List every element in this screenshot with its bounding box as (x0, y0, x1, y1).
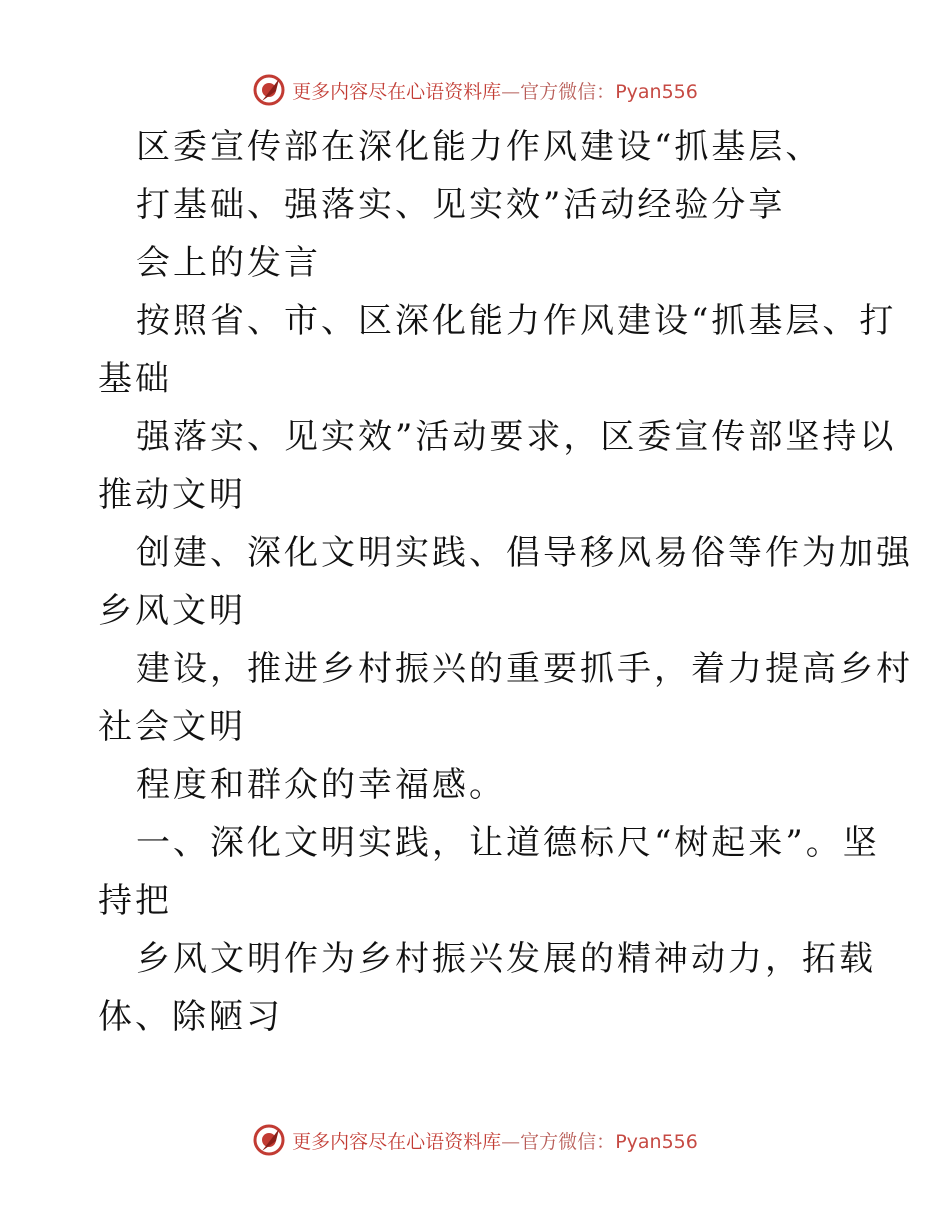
header-dash: — (501, 80, 521, 103)
header-banner-content (252, 73, 698, 107)
header-channel-label: 官方微信： (520, 80, 616, 103)
paragraph-line: 强落实、见实效”活动要求，区委宣传部坚持以 (136, 417, 897, 457)
footer-dash: — (501, 1130, 521, 1153)
paragraph-line: 创建、深化文明实践、倡导移风易俗等作为加强 (136, 533, 913, 573)
quill-logo-icon (252, 73, 286, 107)
paragraph-line: 乡风文明 (98, 591, 246, 631)
paragraph-line: 推动文明 (98, 475, 246, 515)
footer-banner (0, 1120, 950, 1160)
paragraph-line: 持把 (98, 881, 172, 921)
paragraph-line: 建设，推进乡村振兴的重要抓手，着力提高乡村 (136, 649, 913, 689)
paragraph-line: 程度和群众的幸福感。 (136, 765, 506, 805)
paragraph-line: 基础 (98, 359, 172, 399)
title-line-1: 区委宣传部在深化能力作风建设“抓基层、 (136, 127, 823, 167)
paragraph-line: 按照省、市、区深化能力作风建设“抓基层、打 (136, 301, 897, 341)
header-banner (0, 70, 950, 110)
paragraph-line: 社会文明 (98, 707, 246, 747)
footer-banner-content (252, 1123, 698, 1157)
footer-account-id: Pyan556 (615, 1130, 698, 1153)
quill-logo-icon (252, 1123, 286, 1157)
title-line-2: 打基础、强落实、见实效”活动经验分享 (136, 185, 786, 225)
title-line-3: 会上的发言 (136, 243, 321, 283)
paragraph-line: 体、除陋习 (98, 997, 283, 1037)
footer-channel-label: 官方微信： (520, 1130, 616, 1153)
footer-brand-text: 更多内容尽在心语资料库 (292, 1130, 502, 1153)
header-brand-text: 更多内容尽在心语资料库 (292, 80, 502, 103)
paragraph-line: 乡风文明作为乡村振兴发展的精神动力，拓载 (136, 939, 876, 979)
section-heading-line: 一、深化文明实践，让道德标尺“树起来”。坚 (136, 823, 880, 863)
document-body (98, 118, 913, 1046)
header-account-id: Pyan556 (615, 80, 698, 103)
